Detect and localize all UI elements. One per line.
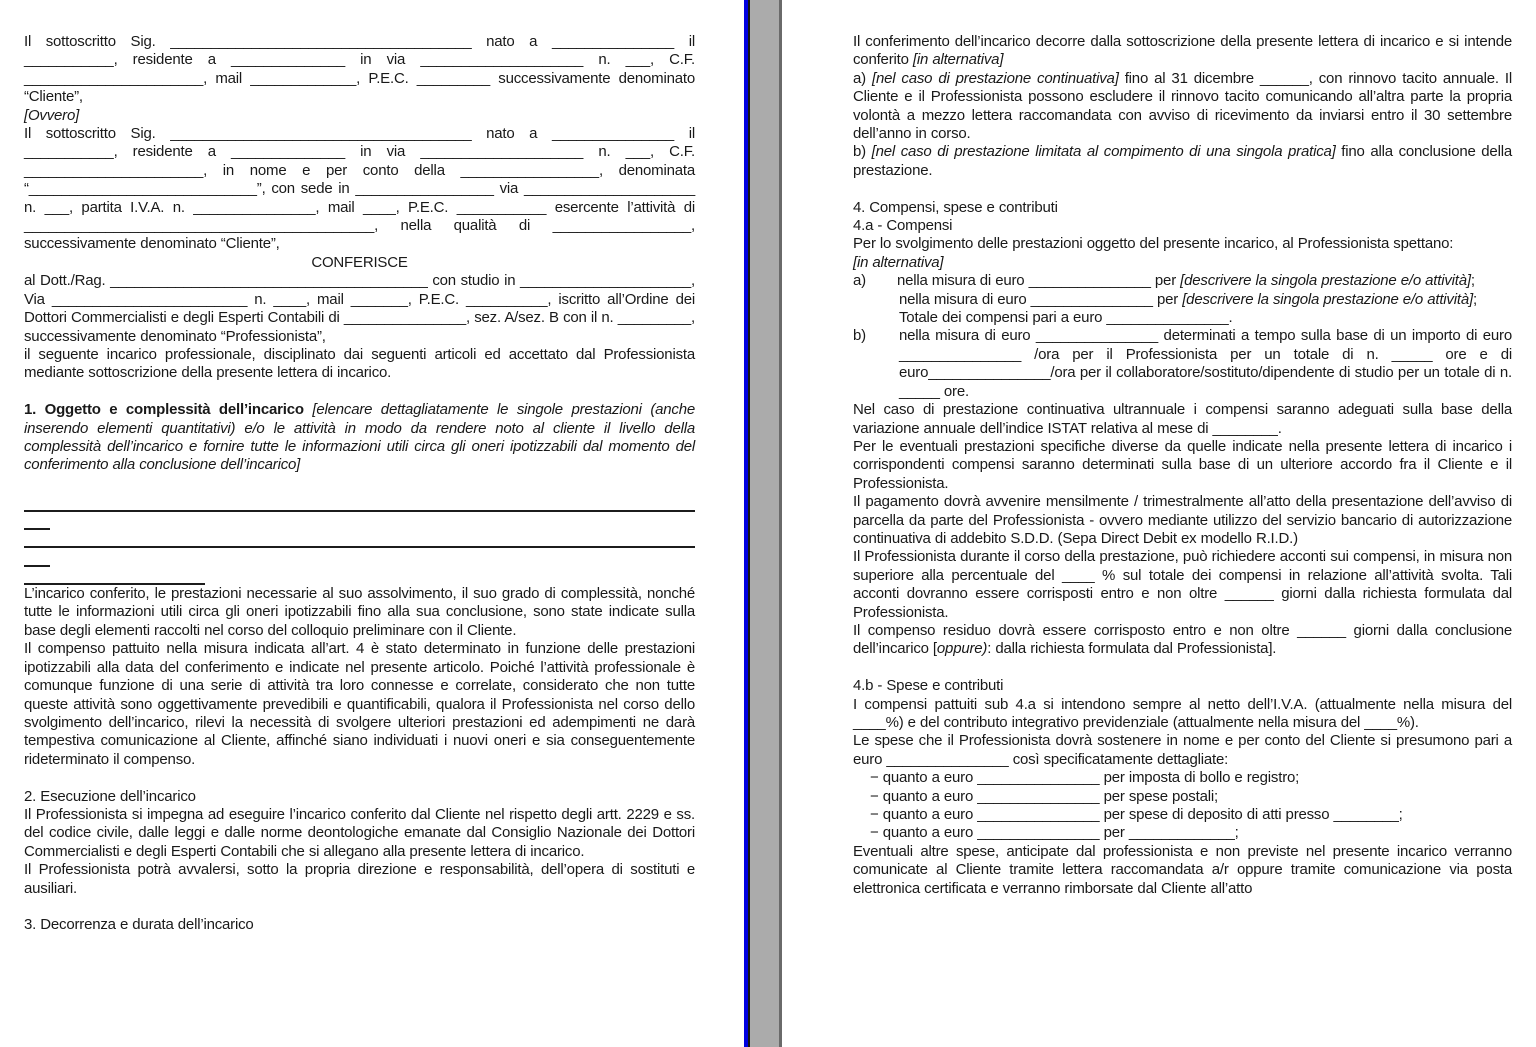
page-right-column <box>782 0 1536 1047</box>
text-run: oppure) <box>936 640 988 658</box>
paragraph <box>853 143 1512 180</box>
expense-line-item <box>870 824 1512 842</box>
text-run: − quanto a euro _______________ per spese di deposito di atti presso ________; <box>870 806 1403 824</box>
text-run: [descrivere la singola prestazione e/o attività] <box>1180 272 1471 290</box>
text-run: CONFERISCE <box>311 253 408 271</box>
text-run: ; <box>1470 272 1475 290</box>
expense-line-item <box>870 769 1512 787</box>
subsection-heading <box>853 217 1512 235</box>
expense-line-item <box>870 806 1512 824</box>
text-run: [Ovvero] <box>24 106 80 124</box>
list-item-label: b) <box>853 327 866 345</box>
text-run: il seguente incarico professionale, disciplinato dai seguenti articoli ed accettato dal Professionista mediante sottoscrizione della presente lettera di incarico. <box>24 345 695 382</box>
blank-line <box>24 475 695 493</box>
text-run: al Dott./Rag. _______________________________________ con studio in _____________________, Via ________________________ n. ____, mail _______, P.E.C. __________, iscritto all’Ordine dei Dottori Commercialisti e degli Esperti Contabili di _______________, sez. A/sez. B con il n. _________, successivamente denominato “Professionista”, <box>24 272 695 345</box>
paragraph <box>853 493 1512 548</box>
text-run: Il pagamento dovrà avvenire mensilmente / trimestralmente all’atto della presentazione dell’avviso di parcella da parte del Professionista - ovvero mediante utilizzo del servizio bancario di autorizzazione continuativa di addebito S.D.D. (Sepa Direct Debit ex modello R.I.D.) <box>853 493 1512 547</box>
conferisce-heading <box>24 254 695 272</box>
paragraph <box>24 401 695 475</box>
fill-in-blank-line <box>24 530 695 548</box>
divider-gray-bar <box>750 0 779 1047</box>
section-heading <box>24 788 695 806</box>
text-run: − quanto a euro _______________ per imposta di bollo e registro; <box>870 769 1300 787</box>
paragraph <box>853 843 1512 898</box>
paragraph <box>853 235 1512 253</box>
text-run: 4.b - Spese e contributi <box>853 677 1004 695</box>
text-run: Nel caso di prestazione continuativa ultrannuale i compensi saranno adeguati sulla base della variazione annuale dell’indice ISTAT relativa al mese di ________. <box>853 401 1512 437</box>
text-run: Il compenso pattuito nella misura indicata all’art. 4 è stato determinato in funzione delle prestazioni ipotizzabili alla data del conferimento e indicate nel presente articolo. Poiché l’attività professionale è comunque funzione di una serie di attività tra loro connesse e correlate, considerato che non tutte queste attività sono oggettivamente prevedibili e quantificabili, qualora il Professionista nel corso dello svolgimento dell’incarico, rilevi la necessità di svolgere ulteriori prestazioni ed adempimenti ne darà tempestiva comunicazione al Cliente, affinché siano individuati i nuovi oneri e sia conseguentemente rideterminato il compenso. <box>24 640 695 768</box>
paragraph <box>853 70 1512 144</box>
paragraph <box>853 732 1512 769</box>
blank-line <box>24 383 695 401</box>
paragraph <box>853 622 1512 659</box>
paragraph <box>853 254 1512 272</box>
page-left-column <box>0 0 744 1047</box>
text-run: L’incarico conferito, le prestazioni necessarie al suo assolvimento, il suo grado di complessità, nonché tutte le informazioni utili circa gli oneri ipotizzabili fino alla sua conclusione, sono state indicate sulla base degli elementi raccolti nel corso del colloquio preliminare con il Cliente. <box>24 585 695 639</box>
paragraph <box>24 806 695 861</box>
text-run: I compensi pattuiti sub 4.a si intendono sempre al netto dell’I.V.A. (attualmente nella misura del ____%) e del contributo integrativo previdenziale (attualmente nella misura del ____%). <box>853 695 1512 731</box>
text-run: fino al 31 dicembre ______, con rinnovo tacito annuale. Il Cliente e il Professionista possono escludere il rinnovo tacito comunicando all’altra parte la propria volontà a mezzo lettera raccomandata con avviso di ricevimento da inviarsi entro il 30 settembre dell’anno in corso. <box>853 69 1512 143</box>
paragraph <box>24 585 695 640</box>
section-heading <box>853 199 1512 217</box>
text-run: 1. Oggetto e complessità dell’incarico <box>24 401 313 419</box>
text-run: 3. Decorrenza e durata dell’incarico <box>24 916 254 934</box>
text-run: Per lo svolgimento delle prestazioni oggetto del presente incarico, al Professionista spettano: <box>853 235 1454 253</box>
text-run: Il sottoscritto Sig. _____________________________________ nato a _______________ il ___________, residente a ______________ in via ____________________ n. ___, C.F. ______________________, mail _____________, P.E.C. _________ successivamente denominato “Cliente”, <box>24 33 695 106</box>
blank-line <box>24 769 695 787</box>
text-run: b) <box>853 143 872 161</box>
paragraph <box>24 125 695 254</box>
subsection-heading <box>853 677 1512 695</box>
text-run: Il compenso residuo dovrà essere corrisposto entro e non oltre ______ giorni dalla conclusione dell’incarico [ <box>853 621 1512 658</box>
text-run: [nel caso di prestazione continuativa] <box>871 69 1119 87</box>
fill-in-blank-line <box>24 548 50 566</box>
text-run: [nel caso di prestazione limitata al compimento di una singola pratica] <box>871 143 1336 161</box>
text-run: [in alternativa] <box>912 51 1004 69</box>
text-run: nella misura di euro _______________ per <box>899 290 1183 308</box>
fill-in-blank-line <box>24 512 50 530</box>
text-run: ; <box>1472 290 1477 308</box>
text-run: − quanto a euro _______________ per spese postali; <box>870 787 1218 805</box>
text-run: Totale dei compensi pari a euro _______________. <box>899 309 1233 327</box>
tab-spacer <box>866 284 897 285</box>
fill-in-blank-line <box>24 567 205 585</box>
text-run: Il sottoscritto Sig. _____________________________________ nato a _______________ il ___________, residente a ______________ in via ____________________ n. ___, C.F. ______________________, in nome e per conto della _________________, denominata “____________________________”, con sede in _________________ via _____________________ n. ___, partita I.V.A. n. _______________, mail ____, P.E.C. ___________ esercente l’attività di ___________________________________________, nella qualità di _________________, successivamente denominato “Cliente”, <box>24 125 695 253</box>
text-run: nella misura di euro _______________ per <box>896 272 1181 290</box>
fill-in-blank-line <box>24 493 695 511</box>
blank-line <box>853 180 1512 198</box>
paragraph <box>24 272 695 346</box>
paragraph <box>24 33 695 107</box>
text-run: 4. Compensi, spese e contributi <box>853 198 1058 216</box>
expense-line-item <box>870 788 1512 806</box>
text-run: Il Professionista potrà avvalersi, sotto la propria direzione e responsabilità, dell’opera di sostituti e ausiliari. <box>24 861 695 897</box>
paragraph <box>853 438 1512 493</box>
paragraph <box>853 327 1512 401</box>
text-run: Il conferimento dell’incarico decorre dalla sottoscrizione della presente lettera di incarico e si intende conferito <box>853 33 1512 69</box>
text-run: nella misura di euro _______________ determinati a tempo sulla base di un importo di euro _______________ /ora per il Professionista per un totale di n. _____ ore e di euro_______________/ora per il collaboratore/sostituto/dipendente di studio per un totale di n. _____ ore. <box>899 327 1512 400</box>
paragraph <box>899 291 1512 309</box>
paragraph <box>853 33 1512 70</box>
text-run: 2. Esecuzione dell’incarico <box>24 787 196 805</box>
pane-divider <box>744 0 782 1047</box>
list-item-label: a) <box>853 272 866 290</box>
text-run: 4.a - Compensi <box>853 217 953 235</box>
paragraph <box>24 640 695 769</box>
text-run: fino alla conclusione della prestazione. <box>853 143 1512 179</box>
paragraph <box>853 401 1512 438</box>
paragraph <box>24 861 695 898</box>
text-run: [elencare dettagliatamente le singole prestazioni (anche inserendo elementi quantitativi) e/o le attività in modo da rendere noto al cliente il livello della complessità dell’incarico e fornire tutte le informazioni utili circa gli oneri ipotizzabili dal momento del conferimento alla conclusione dell’incarico] <box>24 401 695 474</box>
paragraph <box>899 309 1512 327</box>
paragraph <box>24 107 695 125</box>
paragraph <box>24 346 695 383</box>
paragraph <box>853 272 1512 290</box>
paragraph <box>853 696 1512 733</box>
text-run: Per le eventuali prestazioni specifiche diverse da quelle indicate nella presente lettera di incarico i corrispondenti compensi saranno determinati sulla base di un ulteriore accordo fra il Cliente e il Professionista. <box>853 437 1512 492</box>
text-run: Eventuali altre spese, anticipate dal professionista e non previste nel presente incarico verranno comunicate al Cliente tramite lettera raccomandata a/r oppure tramite comunicazione via posta elettronica certificata e verranno rimborsate dal Cliente all’atto <box>853 842 1512 897</box>
text-run: Il Professionista durante il corso della prestazione, può richiedere acconti sui compensi, in misura non superiore alla percentuale del ____ % sul totale dei compensi in relazione all’attività svolta. Tali acconti dovranno essere corrisposti entro e non oltre ______ giorni dalla richiesta formulata dal Professionista. <box>853 548 1512 621</box>
text-run: Le spese che il Professionista dovrà sostenere in nome e per conto del Cliente si presumono pari a euro _______________ così specificatamente dettagliate: <box>853 732 1512 768</box>
text-run: : dalla richiesta formulata dal Professionista]. <box>987 640 1277 658</box>
text-run: a) <box>853 69 872 87</box>
paragraph <box>853 548 1512 622</box>
text-run: − quanto a euro _______________ per _____________; <box>870 824 1239 842</box>
text-run: [descrivere la singola prestazione e/o attività] <box>1182 290 1473 308</box>
text-run: [in alternativa] <box>853 253 944 271</box>
text-run: Il Professionista si impegna ad eseguire l’incarico conferito dal Cliente nel rispetto degli artt. 2229 e ss. del codice civile, dalle leggi e dalle norme deontologiche emanate dal Consiglio Nazionale dei Dottori Commercialisti e degli Esperti Contabili che si allegano alla presente lettera di incarico. <box>24 805 695 860</box>
blank-line <box>24 898 695 916</box>
section-heading <box>24 916 695 934</box>
blank-line <box>853 659 1512 677</box>
